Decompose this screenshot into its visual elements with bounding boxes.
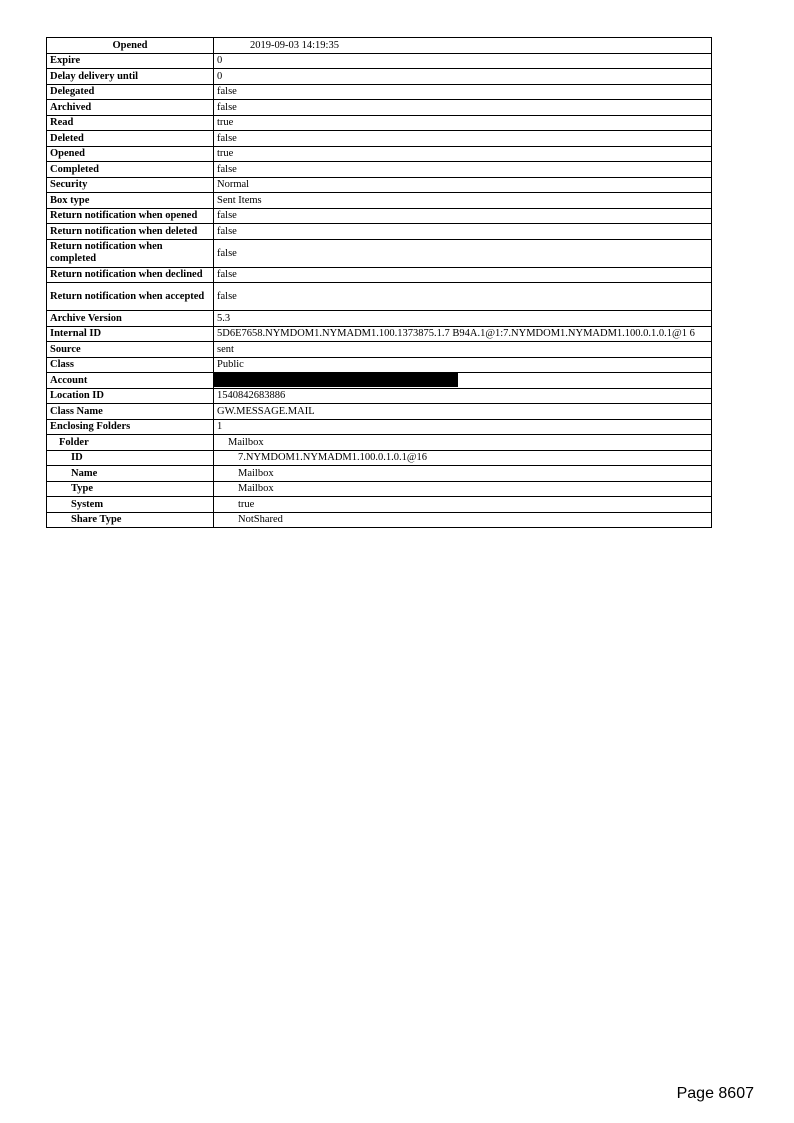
row-label: Account [47, 373, 214, 389]
table-row [47, 38, 712, 54]
row-label: Return notification when accepted [47, 283, 214, 311]
table-row [47, 481, 712, 497]
table-row [47, 512, 712, 528]
row-label: System [47, 497, 214, 513]
table-row [47, 342, 712, 358]
row-value: 7.NYMDOM1.NYMADM1.100.0.1.0.1@16 [214, 450, 712, 466]
row-label: Completed [47, 162, 214, 178]
row-value: false [214, 162, 712, 178]
row-label: Return notification when opened [47, 208, 214, 224]
table-row [47, 224, 712, 240]
row-label: Type [47, 481, 214, 497]
row-value: 1 [214, 419, 712, 435]
table-row [47, 267, 712, 283]
table-row [47, 283, 712, 311]
row-label: Return notification when declined [47, 267, 214, 283]
table-row [47, 497, 712, 513]
row-label: Name [47, 466, 214, 482]
table-row [47, 435, 712, 451]
row-label: Read [47, 115, 214, 131]
page-number: Page 8607 [676, 1085, 754, 1102]
row-value: NotShared [214, 512, 712, 528]
row-value: true [214, 115, 712, 131]
row-label: Return notification when deleted [47, 224, 214, 240]
row-value: false [214, 267, 712, 283]
row-value: false [214, 131, 712, 147]
table-row [47, 162, 712, 178]
row-value: 5D6E7658.NYMDOM1.NYMADM1.100.1373875.1.7 B94A.1@1:7.NYMDOM1.NYMADM1.100.0.1.0.1@1 6 [214, 326, 712, 342]
row-label: Archived [47, 100, 214, 116]
table-row [47, 208, 712, 224]
table-row [47, 115, 712, 131]
table-row [47, 388, 712, 404]
row-value: Mailbox [214, 435, 712, 451]
row-value: sent [214, 342, 712, 358]
row-label: ID [47, 450, 214, 466]
table-row [47, 84, 712, 100]
table-row [47, 146, 712, 162]
row-value: false [214, 239, 712, 267]
table-row [47, 239, 712, 267]
row-label: Return notification when completed [47, 239, 214, 267]
row-label: Share Type [47, 512, 214, 528]
row-value: 1540842683886 [214, 388, 712, 404]
table-row [47, 53, 712, 69]
row-value: 0 [214, 53, 712, 69]
row-label: Internal ID [47, 326, 214, 342]
row-value: Normal [214, 177, 712, 193]
row-value: Public [214, 357, 712, 373]
row-value: Mailbox [214, 466, 712, 482]
table-row [47, 419, 712, 435]
row-value: GW.MESSAGE.MAIL [214, 404, 712, 420]
table-row [47, 357, 712, 373]
table-row [47, 326, 712, 342]
row-label: Security [47, 177, 214, 193]
table-row [47, 193, 712, 209]
row-value: false [214, 84, 712, 100]
table-row [47, 100, 712, 116]
table-row [47, 466, 712, 482]
table-row [47, 131, 712, 147]
redaction-block [214, 373, 458, 387]
table-row [47, 69, 712, 85]
row-label: Folder [47, 435, 214, 451]
row-label: Deleted [47, 131, 214, 147]
row-value: false [214, 100, 712, 116]
table-row [47, 373, 712, 389]
row-label: Expire [47, 53, 214, 69]
row-label: Delegated [47, 84, 214, 100]
row-value: false [214, 208, 712, 224]
row-value: false [214, 283, 712, 311]
row-label: Archive Version [47, 311, 214, 327]
row-value: 2019-09-03 14:19:35 [214, 38, 712, 54]
row-label: Delay delivery until [47, 69, 214, 85]
table-row [47, 450, 712, 466]
table-row [47, 404, 712, 420]
row-label: Class Name [47, 404, 214, 420]
row-label: Enclosing Folders [47, 419, 214, 435]
row-label: Opened [47, 38, 214, 54]
row-label: Class [47, 357, 214, 373]
table-row [47, 311, 712, 327]
table-row [47, 177, 712, 193]
row-value: 0 [214, 69, 712, 85]
row-label: Location ID [47, 388, 214, 404]
properties-table [46, 37, 712, 528]
row-label: Box type [47, 193, 214, 209]
row-value: true [214, 497, 712, 513]
row-value: true [214, 146, 712, 162]
row-value: 5.3 [214, 311, 712, 327]
row-value: false [214, 224, 712, 240]
row-value: Mailbox [214, 481, 712, 497]
row-label: Source [47, 342, 214, 358]
row-value: Sent Items [214, 193, 712, 209]
row-label: Opened [47, 146, 214, 162]
row-value [214, 373, 712, 389]
